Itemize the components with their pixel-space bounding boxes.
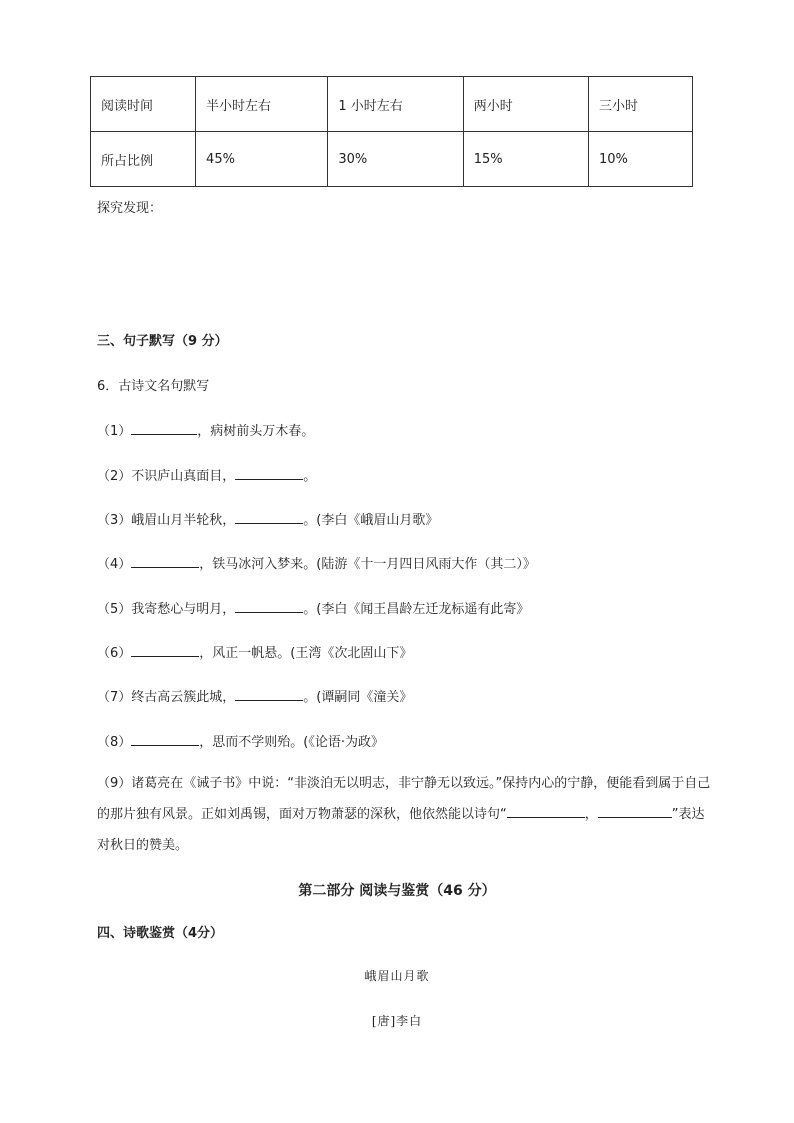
- answer-blank[interactable]: [235, 688, 303, 701]
- table-cell: 阅读时间: [91, 77, 196, 132]
- answer-blank[interactable]: [131, 644, 199, 657]
- question6-title: 6．古诗文名句默写: [97, 379, 210, 394]
- dictation-item-7: （7）终古高云簇此城， 。(谭嗣同《潼关》: [97, 690, 413, 705]
- table-cell: 10%: [588, 132, 692, 187]
- answer-blank[interactable]: [131, 555, 199, 568]
- answer-blank[interactable]: [131, 422, 197, 435]
- item-number: （4）: [97, 557, 132, 572]
- table-cell: 所占比例: [91, 132, 196, 187]
- item-number: （5）: [97, 602, 132, 617]
- dictation-item-4: （4） ，铁马冰河入梦来。(陆游《十一月四日风雨大作（其二）》: [97, 557, 536, 572]
- reading-time-table: [90, 76, 693, 187]
- dictation-item-9: （9）诸葛亮在《诫子书》中说：“非淡泊无以明志，非宁静无以致远。”保持内心的宁静，便能看到属于自己的那片独有风景。正如刘禹锡，面对万物萧瑟的深秋，他依然能以诗句“ ， ”表达对秋日的赞美。: [97, 776, 711, 853]
- item-number: （6）: [97, 646, 132, 661]
- table-cell: 半小时左右: [196, 77, 328, 132]
- item-number: （2）: [97, 469, 132, 484]
- answer-blank[interactable]: [235, 467, 303, 480]
- item-number: （7）: [97, 690, 132, 705]
- dictation-item-5: （5）我寄愁心与明月， 。(李白《闻王昌龄左迁龙标遥有此寄》: [97, 602, 530, 617]
- answer-blank[interactable]: [507, 805, 585, 818]
- item-number: （8）: [97, 735, 132, 750]
- table-cell: 45%: [196, 132, 328, 187]
- poem-author: [唐]李白: [371, 1014, 423, 1028]
- section3-title: 三、句子默写（9 分）: [97, 334, 228, 349]
- table-cell: 15%: [463, 132, 588, 187]
- table-row: [91, 132, 693, 187]
- poem-title: 峨眉山月歌: [364, 969, 430, 983]
- dictation-item-8: （8） ，思而不学则殆。(《论语·为政》: [97, 735, 384, 750]
- dictation-item-3: （3）峨眉山月半轮秋， 。(李白《峨眉山月歌》: [97, 513, 439, 528]
- table-cell: 三小时: [588, 77, 692, 132]
- dictation-item-2: （2）不识庐山真面目， 。: [97, 469, 317, 484]
- table-cell: 两小时: [463, 77, 588, 132]
- answer-blank[interactable]: [598, 805, 672, 818]
- item-number: （3）: [97, 513, 132, 528]
- part2-title: 第二部分 阅读与鉴赏（46 分）: [298, 883, 496, 899]
- table-cell: 30%: [328, 132, 463, 187]
- answer-blank[interactable]: [131, 733, 199, 746]
- findings-label: 探究发现：: [97, 201, 163, 216]
- dictation-item-6: （6） ，风正一帆悬。(王湾《次北固山下》: [97, 646, 413, 661]
- dictation-item-1: （1） ，病树前头万木春。: [97, 424, 315, 439]
- item-number: （1）: [97, 424, 132, 439]
- section4-title: 四、诗歌鉴赏（4分）: [97, 926, 224, 941]
- table-row: [91, 77, 693, 132]
- table-cell: 1 小时左右: [328, 77, 463, 132]
- answer-blank[interactable]: [235, 600, 303, 613]
- answer-blank[interactable]: [235, 511, 303, 524]
